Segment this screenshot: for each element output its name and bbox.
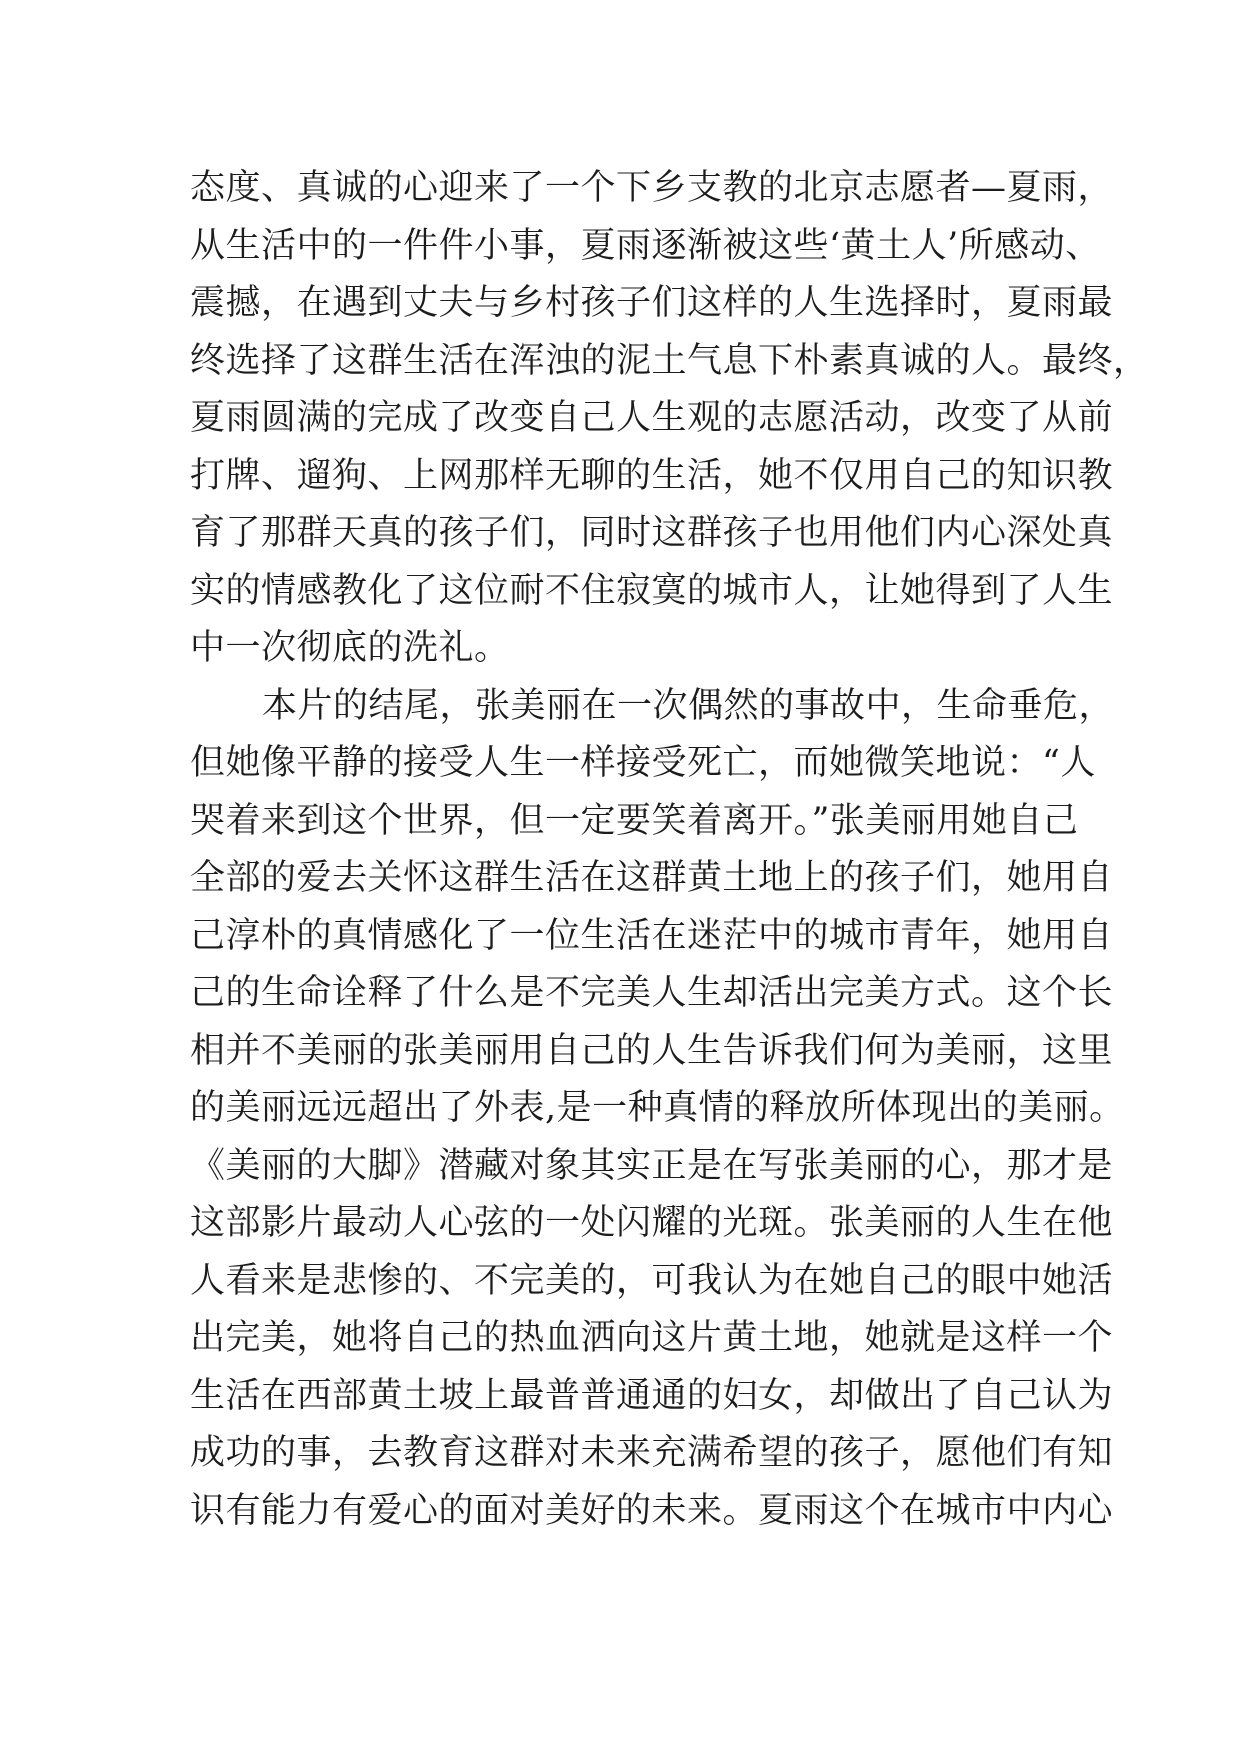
text-line: 人看来是悲惨的、不完美的，可我认为在她自己的眼中她活 (190, 1260, 1114, 1301)
text-line: 育了那群天真的孩子们，同时这群孩子也用他们内心深处真 (190, 513, 1114, 553)
text-line: 终选择了这群生活在浑浊的泥土气息下朴素真诚的人。最终， (190, 340, 1149, 381)
text-line: 相并不美丽的张美丽用自己的人生告诉我们何为美丽，这里 (190, 1030, 1114, 1071)
text-line: 这部影片最动人心弦的一处闪耀的光斑。张美丽的人生在他 (190, 1203, 1114, 1243)
text-line: 但她像平静的接受人生一样接受死亡，而她微笑地说：“人 (190, 743, 1096, 783)
text-line: 哭着来到这个世界，但一定要笑着离开。”张美丽用她自己 (190, 800, 1079, 841)
text-line: 的美丽远远超出了外表,是一种真情的释放所体现出的美丽。 (190, 1088, 1125, 1128)
text-line: 中一次彻底的洗礼。 (190, 628, 510, 668)
text-line: 态度、真诚的心迎来了一个下乡支教的北京志愿者—夏雨， (190, 168, 1114, 208)
text-line: 本片的结尾，张美丽在一次偶然的事故中，生命垂危， (262, 685, 1115, 726)
text-line: 生活在西部黄土坡上最普普通通的妇女，却做出了自己认为 (190, 1375, 1114, 1416)
text-line: 从生活中的一件件小事，夏雨逐渐被这些‘黄土人’所感动、 (190, 225, 1101, 266)
text-line: 打牌、遛狗、上网那样无聊的生活，她不仅用自己的知识教 (190, 455, 1114, 496)
text-line: 全部的爱去关怀这群生活在这群黄土地上的孩子们，她用自 (190, 858, 1114, 898)
text-line: 《美丽的大脚》潜藏对象其实正是在写张美丽的心，那才是 (190, 1145, 1114, 1186)
text-line: 识有能力有爱心的面对美好的未来。夏雨这个在城市中内心 (190, 1490, 1114, 1531)
text-line: 夏雨圆满的完成了改变自己人生观的志愿活动，改变了从前 (190, 398, 1114, 438)
text-line: 己的生命诠释了什么是不完美人生却活出完美方式。这个长 (190, 973, 1114, 1013)
text-line: 震撼，在遇到丈夫与乡村孩子们这样的人生选择时，夏雨最 (190, 283, 1114, 323)
text-line: 成功的事，去教育这群对未来充满希望的孩子，愿他们有知 (190, 1433, 1114, 1473)
text-line: 实的情感教化了这位耐不住寂寞的城市人，让她得到了人生 (190, 570, 1114, 611)
body-text (190, 160, 1149, 1540)
text-line: 己淳朴的真情感化了一位生活在迷茫中的城市青年，她用自 (190, 915, 1114, 956)
text-line: 出完美，她将自己的热血洒向这片黄土地，她就是这样一个 (190, 1318, 1114, 1358)
